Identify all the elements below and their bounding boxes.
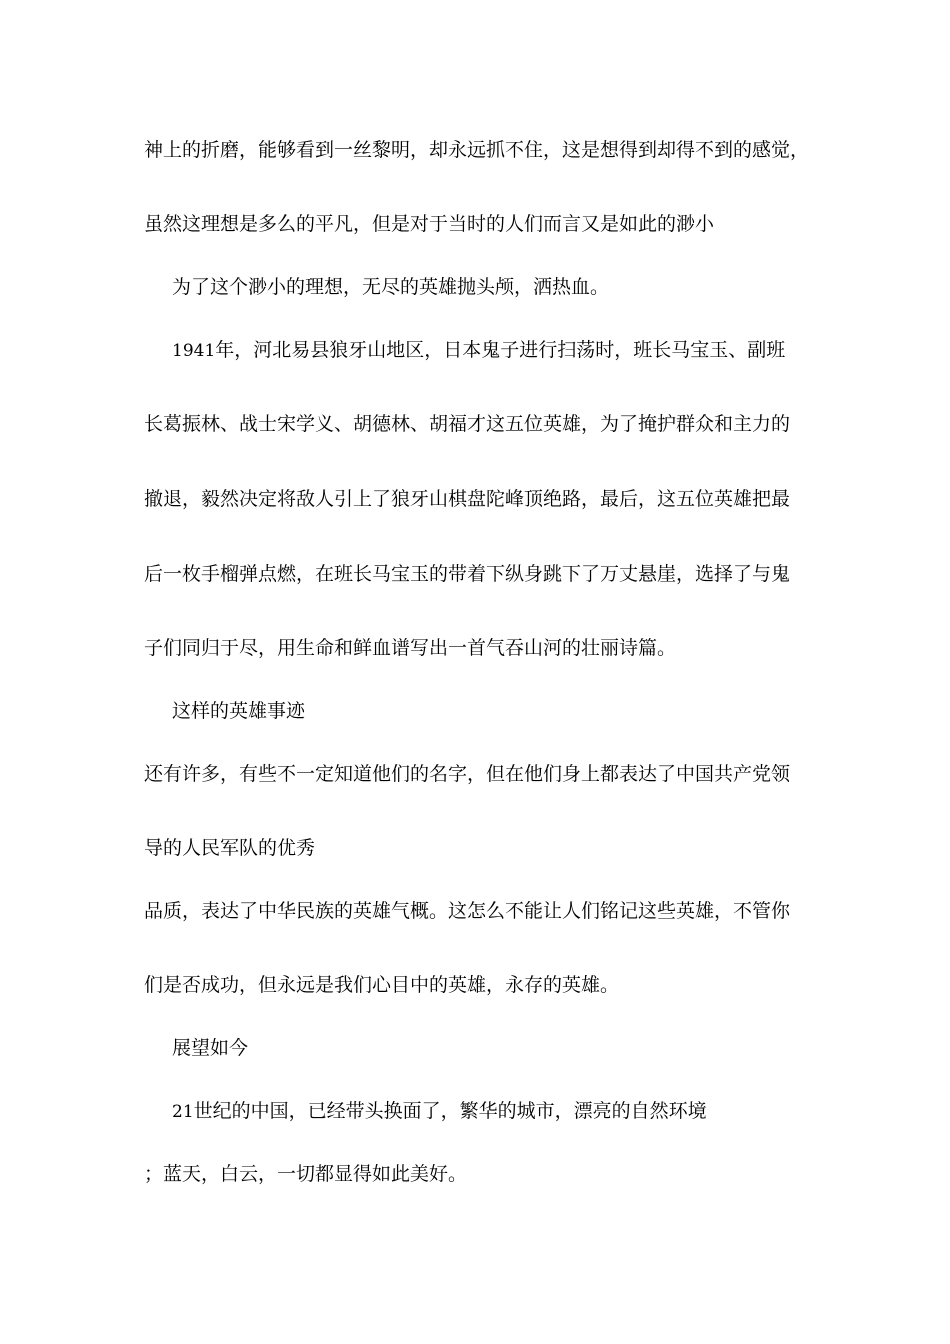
text-line [144,635,676,661]
line-text: 后一枚手榴弹点燃，在班长马宝玉的带着下纵身跳下了万丈悬崖，选择了与鬼 [144,563,791,585]
line-text: ；蓝天，白云，一切都显得如此美好。 [144,1163,468,1185]
line-text: 品质，表达了中华民族的英雄气概。这怎么不能让人们铭记这些英雄，不管你 [144,900,791,922]
text-line [144,1161,467,1187]
line-text: 年，河北易县狼牙山地区，日本鬼子进行扫荡时，班长马宝玉、副班 [215,339,786,361]
text-line [144,486,790,512]
line-text: 神上的折磨，能够看到一丝黎明，却永远抓不住，这是想得到却得不到的感觉， [144,139,810,161]
text-line [144,972,619,998]
text-line [144,137,809,163]
century-number: 21 [172,1102,194,1122]
text-line [144,761,790,787]
text-line [144,898,790,924]
paragraph-first-line [172,1098,707,1125]
paragraph-first-line [172,1035,248,1061]
line-text: 这样的英雄事迹 [172,700,306,722]
line-text: 导的人民军队的优秀 [144,837,316,859]
text-line [144,211,714,237]
text-line [144,561,790,587]
line-text: 世纪的中国，已经带头换面了，繁华的城市，漂亮的自然环境 [193,1100,707,1122]
text-line [144,835,315,861]
line-text: 展望如今 [172,1037,249,1059]
line-text: 撤退，毅然决定将敌人引上了狼牙山棋盘陀峰顶绝路，最后，这五位英雄把最 [144,488,791,510]
line-text: 还有许多，有些不一定知道他们的名字，但在他们身上都表达了中国共产党领 [144,763,791,785]
line-text: 虽然这理想是多么的平凡，但是对于当时的人们而言又是如此的渺小 [144,213,715,235]
line-text: 为了这个渺小的理想，无尽的英雄抛头颅，洒热血。 [172,276,610,298]
year-number: 1941 [172,341,216,361]
paragraph-first-line [172,274,609,300]
line-text: 子们同归于尽，用生命和鲜血谱写出一首气吞山河的壮丽诗篇。 [144,637,677,659]
line-text: 长葛振林、战士宋学义、胡德林、胡福才这五位英雄，为了掩护群众和主力的 [144,413,791,435]
text-line [144,411,790,437]
paragraph-first-line [172,337,785,364]
paragraph-first-line [172,698,305,724]
line-text: 们是否成功，但永远是我们心目中的英雄，永存的英雄。 [144,974,620,996]
